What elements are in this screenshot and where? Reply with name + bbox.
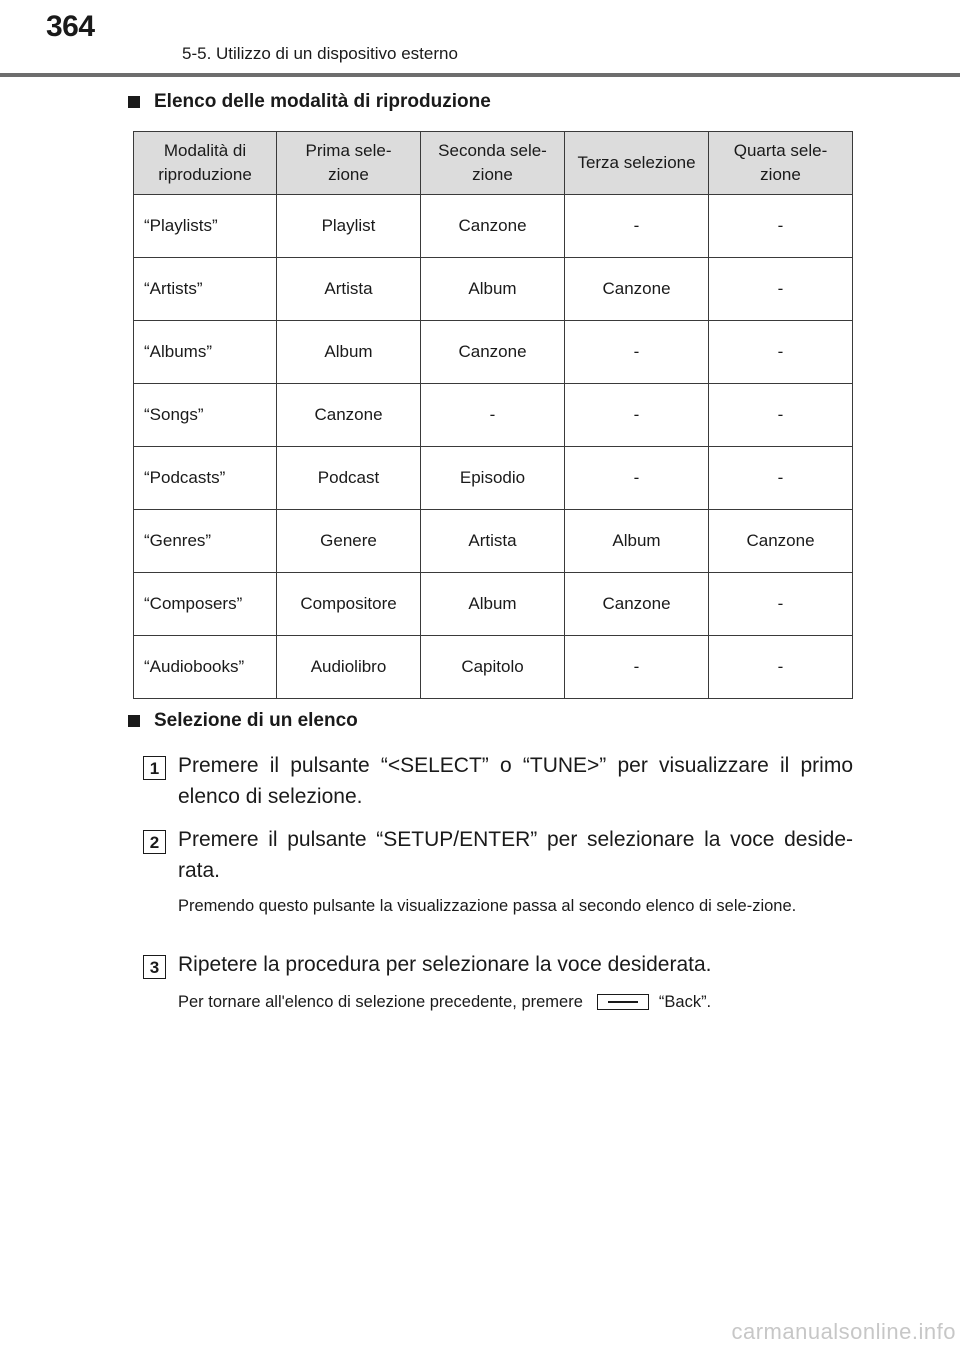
table-cell: Audiolibro (277, 636, 421, 699)
table-cell: Canzone (565, 573, 709, 636)
table-cell: Artista (421, 510, 565, 573)
table-cell: Podcast (277, 447, 421, 510)
table-cell: “Audiobooks” (134, 636, 277, 699)
back-button-icon (597, 994, 649, 1010)
step-number-badge: 2 (143, 830, 166, 854)
column-header: Quarta sele- zione (709, 132, 853, 195)
table-cell: Compositore (277, 573, 421, 636)
table-cell: - (709, 636, 853, 699)
table-cell: Canzone (421, 321, 565, 384)
step-number-badge: 1 (143, 756, 166, 780)
table-cell: Playlist (277, 195, 421, 258)
step-number-badge: 3 (143, 955, 166, 979)
table-cell: Canzone (421, 195, 565, 258)
column-header: Terza selezione (565, 132, 709, 195)
table-cell: - (565, 195, 709, 258)
table-cell: “Artists” (134, 258, 277, 321)
page-header (0, 0, 960, 78)
column-header: Prima sele- zione (277, 132, 421, 195)
table-cell: Canzone (277, 384, 421, 447)
step-text: Premere il pulsante “SETUP/ENTER” per selezionare la voce deside-rata. (178, 828, 853, 882)
square-bullet-icon (128, 96, 140, 108)
table-cell: - (565, 384, 709, 447)
header-rule (0, 73, 960, 77)
note-text: Per tornare all'elenco di selezione precedente, premere (178, 993, 583, 1011)
table-cell: Capitolo (421, 636, 565, 699)
table-cell: Album (421, 573, 565, 636)
step-2-note: Premendo questo pulsante la visualizzazione passa al secondo elenco di sele-zione. (178, 897, 797, 915)
table-row (134, 258, 853, 321)
table-cell: “Composers” (134, 573, 277, 636)
table-cell: Album (421, 258, 565, 321)
square-bullet-icon (128, 715, 140, 727)
table-row (134, 195, 853, 258)
table-cell: “Songs” (134, 384, 277, 447)
table-cell: - (709, 258, 853, 321)
table-cell: Album (277, 321, 421, 384)
table-cell: Canzone (709, 510, 853, 573)
table-cell: - (565, 636, 709, 699)
table-cell: - (565, 447, 709, 510)
table-cell: - (565, 321, 709, 384)
section-heading-text: Selezione di un elenco (154, 710, 358, 731)
table-cell: - (709, 573, 853, 636)
step-text: Ripetere la procedura per selezionare la voce desiderata. (178, 953, 712, 976)
step-text: Premere il pulsante “<SELECT” o “TUNE>” per visualizzare il primo elenco di selezione. (178, 754, 853, 808)
table-cell: Artista (277, 258, 421, 321)
table-row (134, 321, 853, 384)
table-cell: - (421, 384, 565, 447)
table-row (134, 447, 853, 510)
playback-modes-table (133, 131, 853, 699)
table-cell: “Albums” (134, 321, 277, 384)
section-heading-text: Elenco delle modalità di riproduzione (154, 91, 491, 112)
column-header: Seconda sele- zione (421, 132, 565, 195)
table-header-row (134, 132, 853, 195)
table-cell: Album (565, 510, 709, 573)
table-cell: - (709, 447, 853, 510)
page-number: 364 (46, 10, 95, 43)
table-cell: Canzone (565, 258, 709, 321)
table-cell: - (709, 195, 853, 258)
table-row (134, 510, 853, 573)
column-header: Modalità di riproduzione (134, 132, 277, 195)
note-text: “Back”. (658, 993, 712, 1011)
section-heading-playback-modes (128, 91, 491, 113)
table-row (134, 384, 853, 447)
chapter-title: 5-5. Utilizzo di un dispositivo esterno (182, 44, 458, 63)
table-cell: - (709, 384, 853, 447)
watermark: carmanualsonline.info (731, 1319, 956, 1344)
step-3-note (178, 989, 846, 1015)
table-cell: - (709, 321, 853, 384)
table-cell: “Playlists” (134, 195, 277, 258)
table-row (134, 573, 853, 636)
table-cell: Genere (277, 510, 421, 573)
section-heading-select-list (128, 710, 358, 732)
table-row (134, 636, 853, 699)
table-cell: Episodio (421, 447, 565, 510)
table-cell: “Genres” (134, 510, 277, 573)
table-cell: “Podcasts” (134, 447, 277, 510)
